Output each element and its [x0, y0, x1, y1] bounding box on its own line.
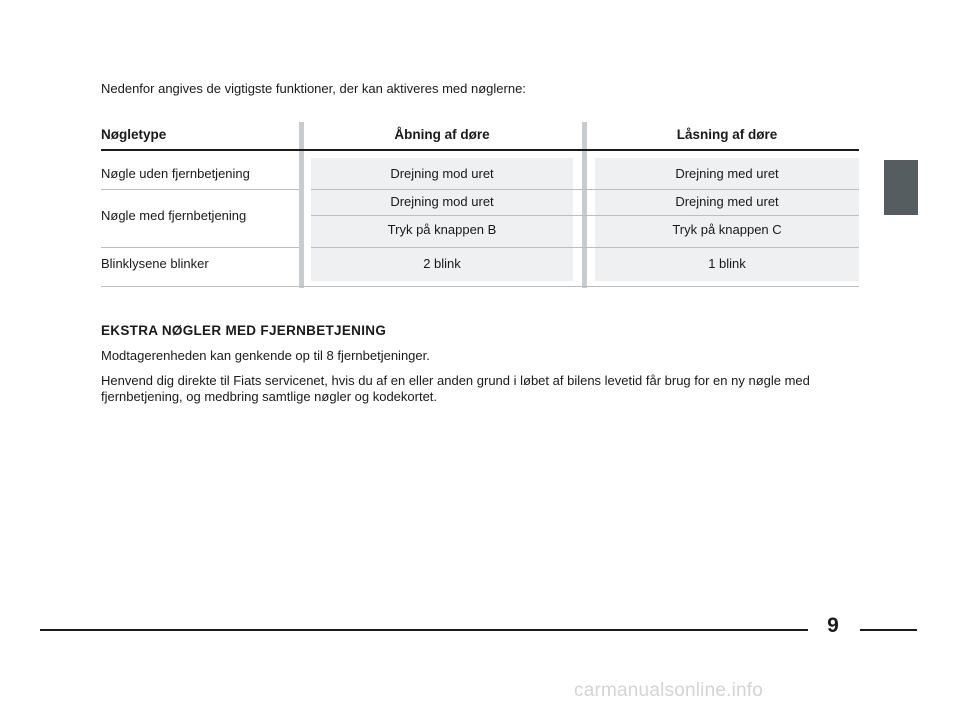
row-label-indicators: Blinklysene blinker	[101, 256, 209, 271]
row-divider	[311, 247, 859, 248]
header-key-type: Nøgletype	[101, 127, 167, 142]
cell-open-row2b: Tryk på knappen B	[387, 222, 497, 237]
cell-open-row2a: Drejning mod uret	[390, 194, 494, 209]
cell-open-row1: Drejning mod uret	[390, 166, 494, 181]
footer-rule-right	[860, 629, 917, 631]
watermark-text: carmanualsonline.info	[574, 680, 764, 701]
paragraph-service: Henvend dig direkte til Fiats servicenet, hvis du af en eller anden grund i løbet af bilens levetid får brug for en ny nøgle med fjernbetjening, og medbring samtlige nøgler og kodekortet.	[101, 373, 810, 404]
page-number: 9	[827, 614, 839, 637]
section-title: EKSTRA NØGLER MED FJERNBETJENING	[101, 323, 387, 338]
column-separator	[582, 122, 587, 288]
row-divider	[101, 189, 299, 190]
table-bottom-rule	[101, 286, 859, 287]
cell-lock-row2b: Tryk på knappen C	[672, 222, 782, 237]
column-separator	[299, 122, 304, 288]
row-divider	[311, 215, 859, 216]
row-divider	[101, 247, 299, 248]
chapter-tab-marker	[884, 160, 918, 215]
key-functions-table	[101, 122, 859, 288]
intro-text: Nedenfor angives de vigtigste funktioner, der kan aktiveres med nøglerne:	[101, 81, 526, 96]
paragraph-receiver: Modtagerenheden kan genkende op til 8 fjernbetjeninger.	[101, 348, 430, 363]
row-label-key-without-remote: Nøgle uden fjernbetjening	[101, 166, 250, 181]
cell-lock-row2a: Drejning med uret	[675, 194, 779, 209]
cell-lock-row1: Drejning med uret	[675, 166, 779, 181]
row-divider	[311, 189, 859, 190]
footer-rule-left	[40, 629, 808, 631]
cell-lock-row3: 1 blink	[708, 256, 746, 271]
header-locking: Låsning af døre	[676, 127, 778, 142]
cell-open-row3: 2 blink	[423, 256, 461, 271]
header-opening: Åbning af døre	[394, 127, 490, 142]
header-rule	[101, 149, 859, 151]
row-label-key-with-remote: Nøgle med fjernbetjening	[101, 208, 247, 223]
